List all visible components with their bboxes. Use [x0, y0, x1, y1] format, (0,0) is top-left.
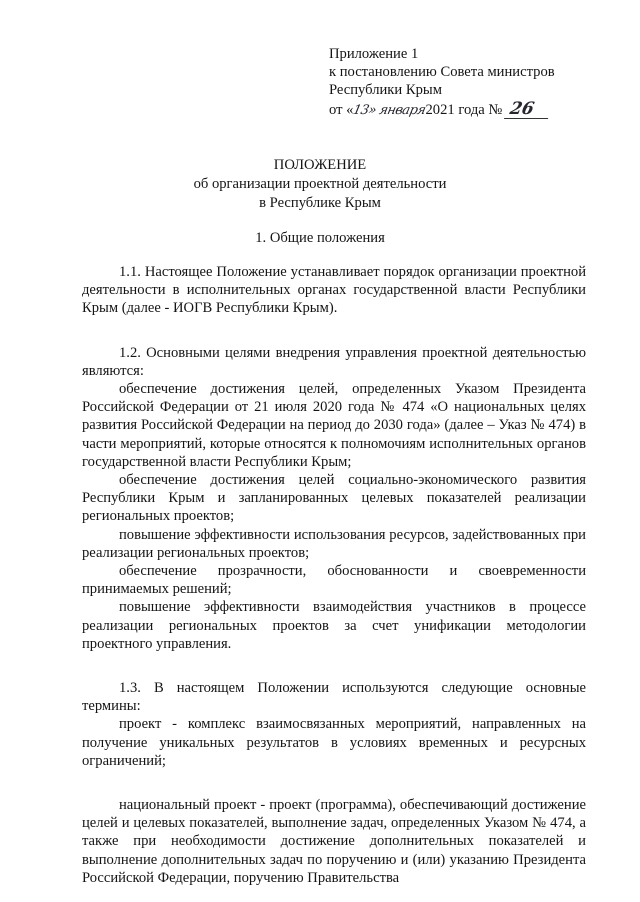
handwritten-date: 13» января — [351, 102, 428, 118]
goal-item: обеспечение достижения целей, определенных Указом Президента Российской Федерации от 21 июля 2020 года № 474 «О национальных целях развития Российской Федерации на период до 2030 года» (далее – Указ № 474) в части мероприятий, которые относятся к полномочиям исполнительных органов государственной власти Республики Крым; — [82, 381, 586, 470]
paragraph-1-2: 1.2. Основными целями внедрения управления проектной деятельностью являются: — [82, 344, 586, 379]
goal-item: повышение эффективности использования ресурсов, задействованных при реализации региональных проектов; — [82, 526, 586, 561]
appendix-date-line — [329, 100, 629, 120]
document-body — [82, 263, 586, 887]
appendix-number: Приложение 1 — [329, 46, 419, 62]
paragraph-1-1: 1.1. Настоящее Положение устанавливает порядок организации проектной деятельности в исполнительных органах государственной власти Республики Крым (далее - ИОГВ Республики Крым). — [82, 264, 586, 317]
term-item: национальный проект - проект (программа), обеспечивающий достижение целей и целевых показателей, выполнение задач, определенных Указом № 474, а также при необходимости достижение дополнительных показателей и выполнение дополнительных задач по поручению и (или) указанию Президента Российской Федерации, поручению Правительства — [82, 797, 586, 886]
goal-item: повышение эффективности взаимодействия участников в процессе реализации региональных проектов за счет унификации методологии проектного управления. — [82, 599, 586, 652]
goal-item: обеспечение достижения целей социально-экономического развития Республики Крым и запланированных целевых показателей реализации региональных проектов; — [82, 472, 586, 525]
document-title — [0, 156, 640, 213]
appendix-header — [329, 45, 629, 120]
appendix-resolution-ref: к постановлению Совета министров — [329, 64, 555, 81]
term-item: проект - комплекс взаимосвязанных мероприятий, направленных на получение уникальных результатов в условиях временных и ресурсных ограничений; — [82, 716, 586, 769]
goal-item: обеспечение прозрачности, обоснованности и своевременности принимаемых решений; — [82, 563, 586, 598]
section-heading: 1. Общие положения — [255, 230, 385, 246]
date-prefix: от « — [329, 101, 354, 118]
title-line-1: ПОЛОЖЕНИЕ — [273, 157, 367, 173]
date-year: 2021 года № — [425, 101, 503, 118]
handwritten-number: 26 — [504, 100, 552, 119]
paragraph-1-3: 1.3. В настоящем Положении используются следующие основные термины: — [82, 680, 586, 715]
title-line-2: об организации проектной деятельности — [193, 176, 447, 192]
title-line-3: в Республике Крым — [259, 195, 381, 211]
appendix-republic: Республики Крым — [329, 82, 442, 99]
